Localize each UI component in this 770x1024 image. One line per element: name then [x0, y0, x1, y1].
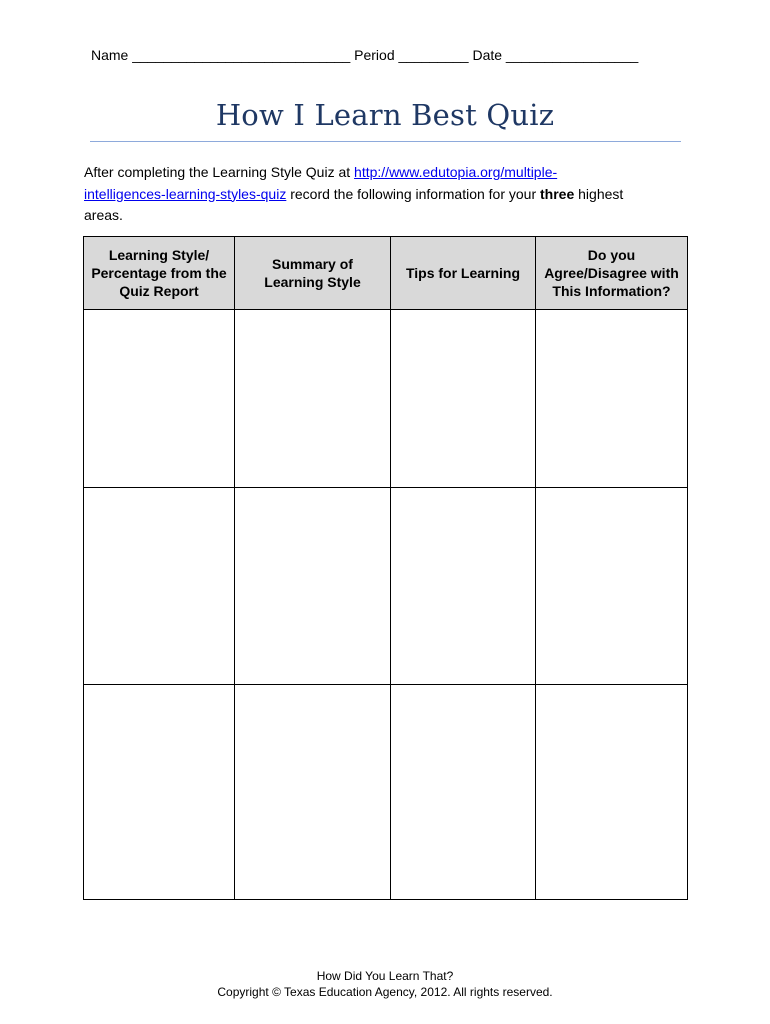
- table-cell[interactable]: [536, 685, 688, 900]
- quiz-link-part2[interactable]: intelligences-learning-styles-quiz: [84, 185, 287, 202]
- header-tips: Tips for Learning: [391, 237, 536, 310]
- header-summary: Summary of Learning Style: [235, 237, 391, 310]
- student-info-line: Name ____________________________ Period _________ Date _________________: [91, 47, 639, 63]
- emphasis-three: three: [540, 185, 575, 202]
- instructions-text-start: After completing the Learning Style Quiz at: [84, 164, 355, 180]
- table-cell[interactable]: [235, 488, 391, 685]
- table-cell[interactable]: [391, 310, 536, 488]
- quiz-link-part1[interactable]: http://www.edutopia.org/multiple-: [354, 164, 558, 180]
- header-learning-style: Learning Style/ Percentage from the Quiz Report: [84, 237, 235, 310]
- page-footer: [0, 968, 770, 1000]
- table-row: [84, 488, 688, 685]
- table-row: [84, 310, 688, 488]
- table-cell[interactable]: [84, 310, 235, 488]
- table-row: [84, 685, 688, 900]
- instructions-text-middle: record the following information for your: [286, 185, 541, 202]
- header-agree-disagree: Do you Agree/Disagree with This Information?: [536, 237, 688, 310]
- learning-style-table: [83, 236, 688, 900]
- table-cell[interactable]: [536, 488, 688, 685]
- table-cell[interactable]: [391, 685, 536, 900]
- instructions-paragraph: [84, 162, 684, 227]
- footer-title: How Did You Learn That?: [316, 969, 454, 983]
- instructions-text-end: highest: [574, 185, 624, 202]
- table-cell[interactable]: [235, 685, 391, 900]
- table-header-row: [84, 237, 688, 310]
- title-underline: [90, 141, 681, 142]
- table-cell[interactable]: [391, 488, 536, 685]
- table-cell[interactable]: [235, 310, 391, 488]
- instructions-text-last: areas.: [84, 207, 123, 223]
- footer-copyright: Copyright © Texas Education Agency, 2012. All rights reserved.: [217, 985, 553, 999]
- page-title: How I Learn Best Quiz: [215, 98, 555, 132]
- table-cell[interactable]: [84, 685, 235, 900]
- table-cell[interactable]: [84, 488, 235, 685]
- table-cell[interactable]: [536, 310, 688, 488]
